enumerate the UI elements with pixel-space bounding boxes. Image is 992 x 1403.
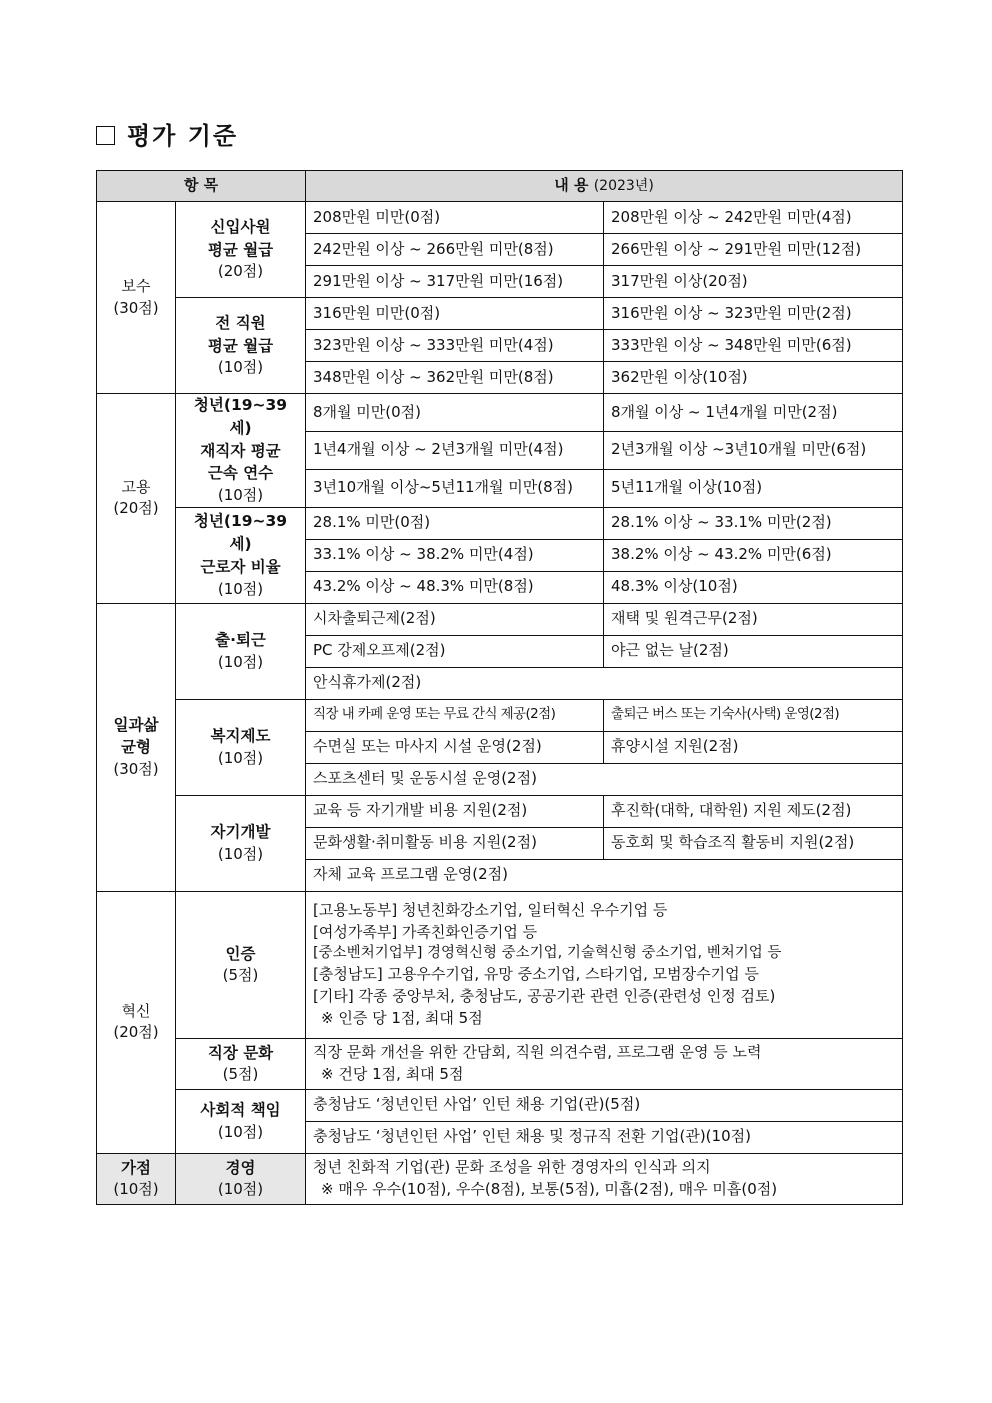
category-bonus [97,1153,176,1204]
culture-details [306,1038,903,1089]
criteria-cell: 316만원 미만(0점) [306,298,604,330]
criteria-cell: 충청남도 ‘청년인턴 사업’ 인턴 채용 기업(관)(5점) [306,1089,903,1121]
detail-line: [중소벤처기업부] 경영혁신형 중소기업, 기술혁신형 중소기업, 벤처기업 등 [313,945,782,962]
sub-certification [176,891,306,1038]
section-title [96,116,238,151]
table-row [97,795,903,827]
criteria-cell: 안식휴가제(2점) [306,667,903,699]
category-score: (30점) [113,298,159,317]
category-score: (20점) [113,499,159,518]
detail-line: [고용노동부] 청년친화강소기업, 일터혁신 우수기업 등 [313,900,668,919]
sub-label: 경영 [225,1158,256,1177]
sub-youth-ratio [176,507,306,603]
sub-label: 평균 월급 [207,240,274,259]
criteria-cell: 333만원 이상 ~ 348만원 미만(6점) [604,330,903,362]
category-innovation [97,891,176,1153]
sub-score: (10점) [217,358,264,377]
category-score: (20점) [113,1023,159,1042]
sub-label: 복지제도 [210,727,271,745]
sub-new-hire [176,202,306,298]
table-row [97,1038,903,1089]
criteria-cell: 3년10개월 이상~5년11개월 미만(8점) [306,469,604,507]
category-pay [97,202,176,394]
criteria-cell: 323만원 이상 ~ 333만원 미만(4점) [306,330,604,362]
criteria-cell: 후진학(대학, 대학원) 지원 제도(2점) [604,795,903,827]
sub-score: (10점) [217,1180,264,1199]
sub-label: 청년(19~39세) [193,512,288,553]
criteria-cell: 362만원 이상(10점) [604,362,903,394]
sub-score: (10점) [217,748,264,767]
category-label: 균형 [121,738,151,757]
sub-label: 자기개발 [210,823,271,841]
criteria-cell: 48.3% 이상(10점) [604,571,903,603]
certification-details [306,891,903,1038]
criteria-cell: 348만원 이상 ~ 362만원 미만(8점) [306,362,604,394]
criteria-cell: 야근 없는 날(2점) [604,635,903,667]
category-label: 가점 [121,1158,151,1177]
category-label: 혁신 [121,1001,151,1020]
sub-commute [176,603,306,699]
management-details [306,1153,903,1204]
table-row [97,507,903,539]
criteria-cell: 33.1% 이상 ~ 38.2% 미만(4점) [306,539,604,571]
detail-line: [기타] 각종 중앙부처, 충청남도, 공공기관 관련 인증(관련성 인정 검토) [313,987,776,1006]
category-score: (30점) [113,760,159,779]
table-row [97,394,903,432]
sub-self-development [176,795,306,891]
criteria-cell: 266만원 이상 ~ 291만원 미만(12점) [604,234,903,266]
criteria-cell: 208만원 미만(0점) [306,202,604,234]
criteria-cell: 자체 교육 프로그램 운영(2점) [306,859,903,891]
sub-welfare [176,699,306,795]
category-label: 일과삶 [113,715,159,734]
criteria-cell: 직장 내 카페 운영 또는 무료 간식 제공(2점) [306,699,604,731]
criteria-cell: 43.2% 이상 ~ 48.3% 미만(8점) [306,571,604,603]
table-row [97,891,903,1038]
header-content [306,171,903,202]
criteria-cell: 28.1% 미만(0점) [306,507,604,539]
criteria-cell: 충청남도 ‘청년인턴 사업’ 인턴 채용 및 정규직 전환 기업(관)(10점) [306,1121,903,1153]
criteria-cell: 8개월 이상 ~ 1년4개월 미만(2점) [604,394,903,432]
sub-score: (10점) [217,486,264,504]
criteria-cell: 시차출퇴근제(2점) [306,603,604,635]
sub-score: (5점) [222,1065,259,1084]
header-year: (2023년) [593,178,654,195]
criteria-cell: 재택 및 원격근무(2점) [604,603,903,635]
category-label: 고용 [121,477,151,496]
criteria-cell: 291만원 이상 ~ 317만원 미만(16점) [306,266,604,298]
table-header-row [97,171,903,202]
table-row [97,298,903,330]
criteria-cell: 208만원 이상 ~ 242만원 미만(4점) [604,202,903,234]
header-item: 항 목 [97,171,306,202]
criteria-cell: 교육 등 자기개발 비용 지원(2점) [306,795,604,827]
table-row [97,1153,903,1204]
criteria-cell: 2년3개월 이상 ~3년10개월 미만(6점) [604,431,903,469]
sub-label: 전 직원 [215,313,266,332]
sub-label: 신입사원 [210,217,271,236]
category-label: 보수 [121,276,151,295]
sub-score: (5점) [222,966,259,985]
sub-score: (10점) [217,579,264,598]
detail-line: [충청남도] 고용우수기업, 유망 중소기업, 스타기업, 모범장수기업 등 [313,965,759,984]
criteria-cell: 휴양시설 지원(2점) [604,731,903,763]
sub-label: 근로자 비율 [200,557,281,576]
table-row [97,1089,903,1121]
header-content-label: 내 용 [554,176,589,195]
sub-label: 근속 연수 [207,464,274,483]
criteria-cell: 1년4개월 이상 ~ 2년3개월 미만(4점) [306,431,604,469]
criteria-cell: PC 강제오프제(2점) [306,635,604,667]
evaluation-criteria-table [96,170,903,1205]
sub-score: (10점) [217,1122,264,1141]
sub-label: 재직자 평균 [200,441,281,460]
detail-line: 직장 문화 개선을 위한 간담회, 직원 의견수렴, 프로그램 운영 등 노력 [313,1043,762,1061]
criteria-cell: 242만원 이상 ~ 266만원 미만(8점) [306,234,604,266]
detail-note: ※ 매우 우수(10점), 우수(8점), 보통(5점), 미흡(2점), 매우 미흡(0점) [321,1179,778,1198]
sub-score: (20점) [217,262,264,281]
detail-note: ※ 건당 1점, 최대 5점 [321,1064,464,1083]
detail-note: ※ 인증 당 1점, 최대 5점 [321,1008,483,1027]
criteria-cell: 동호회 및 학습조직 활동비 지원(2점) [604,827,903,859]
category-work-life-balance [97,603,176,891]
section-title-text: 평가 기준 [127,122,239,150]
criteria-cell: 수면실 또는 마사지 시설 운영(2점) [306,731,604,763]
sub-all-staff [176,298,306,394]
sub-score: (10점) [217,844,264,863]
sub-label: 직장 문화 [207,1043,274,1062]
table-row [97,603,903,635]
criteria-cell: 38.2% 이상 ~ 43.2% 미만(6점) [604,539,903,571]
table-row [97,699,903,731]
sub-label: 사회적 책임 [200,1101,281,1119]
checkbox-square-icon [96,126,115,145]
sub-score: (10점) [217,652,264,671]
criteria-cell: 5년11개월 이상(10점) [604,469,903,507]
sub-social-responsibility [176,1089,306,1153]
criteria-cell: 8개월 미만(0점) [306,394,604,432]
sub-label: 인증 [225,944,256,963]
detail-line: [여성가족부] 가족친화인증기업 등 [313,922,538,941]
category-score: (10점) [113,1180,159,1199]
category-employment [97,394,176,604]
criteria-cell: 출퇴근 버스 또는 기숙사(사택) 운영(2점) [604,699,903,731]
sub-management [176,1153,306,1204]
sub-tenure [176,394,306,508]
criteria-cell: 스포츠센터 및 운동시설 운영(2점) [306,763,903,795]
criteria-cell: 문화생활·취미활동 비용 지원(2점) [306,827,604,859]
criteria-cell: 317만원 이상(20점) [604,266,903,298]
sub-label: 출·퇴근 [215,631,266,649]
sub-workplace-culture [176,1038,306,1089]
sub-label: 평균 월급 [207,336,274,355]
criteria-cell: 316만원 이상 ~ 323만원 미만(2점) [604,298,903,330]
detail-line: 청년 친화적 기업(관) 문화 조성을 위한 경영자의 인식과 의지 [313,1158,711,1176]
criteria-cell: 28.1% 이상 ~ 33.1% 미만(2점) [604,507,903,539]
table-row [97,202,903,234]
sub-label: 청년(19~39세) [193,396,288,437]
